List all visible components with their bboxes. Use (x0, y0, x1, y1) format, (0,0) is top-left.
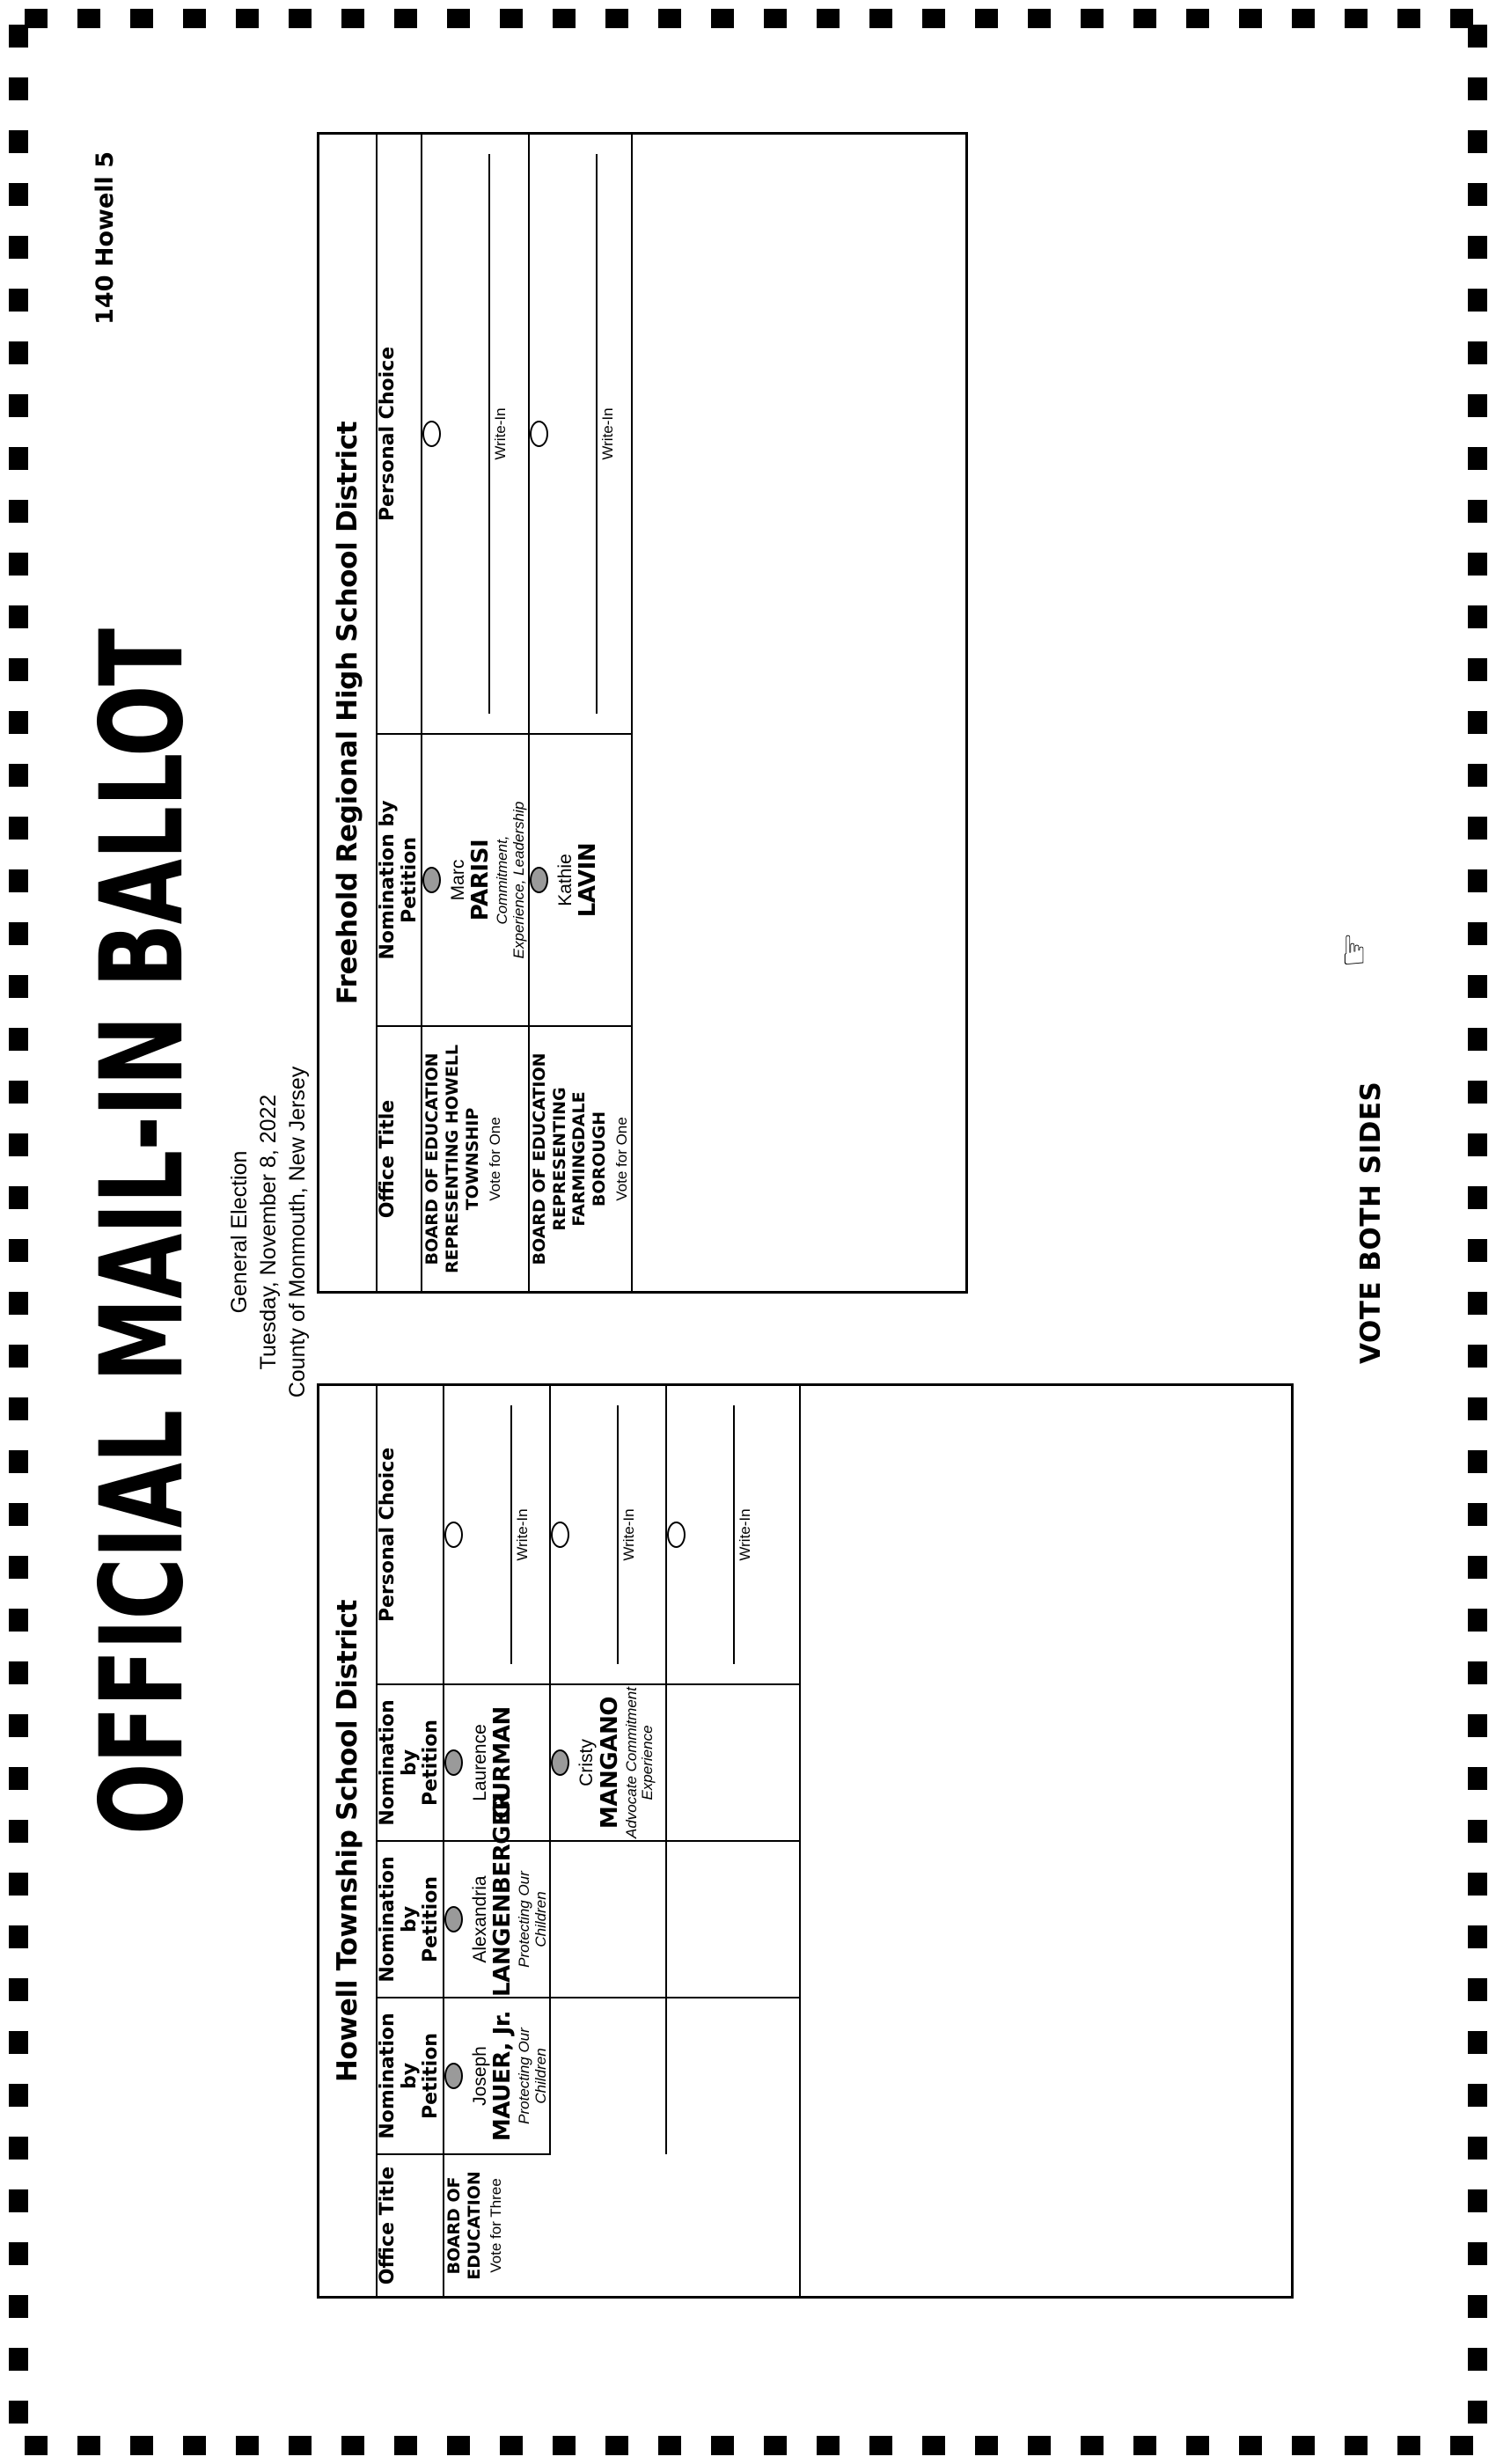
perforation-tick (1450, 2436, 1473, 2455)
perforation-tick (1081, 9, 1104, 28)
perforation-tick (9, 1978, 28, 2001)
perforation-tick (1397, 9, 1420, 28)
perforation-tick (1468, 1450, 1487, 1473)
candidate-last-name: PARISI (467, 839, 495, 921)
perforation-tick (9, 1767, 28, 1790)
perforation-tick (447, 9, 470, 28)
perforation-tick (9, 1239, 28, 1262)
pointing-hand-icon: ☞ (1331, 931, 1376, 968)
perforation-tick (9, 77, 28, 100)
perforation-tick (658, 2436, 681, 2455)
vote-for-instruction: Vote for One (612, 1117, 630, 1201)
candidate-cell-gurman[interactable] (444, 1684, 551, 1841)
column-header-personal-choice: Personal Choice (377, 1386, 444, 1684)
column-header-nomination-2: Nomination by Petition (377, 1841, 444, 1998)
perforation-tick (711, 2436, 734, 2455)
perforation-tick (658, 9, 681, 28)
perforation-tick (183, 9, 206, 28)
perforation-tick (1292, 9, 1315, 28)
perforation-tick (975, 2436, 998, 2455)
perforation-tick (9, 2242, 28, 2265)
vote-oval-write-in-1[interactable] (444, 1522, 463, 1548)
perforation-tick (9, 1450, 28, 1473)
candidate-cell-parisi[interactable] (422, 734, 529, 1026)
write-in-label: Write-In (598, 407, 616, 460)
perforation-tick (1468, 236, 1487, 259)
perforation-tick (1468, 1503, 1487, 1526)
write-in-label-1: Write-In (513, 1508, 531, 1561)
perforation-tick (9, 869, 28, 892)
contest-howell-township (317, 1383, 1294, 2299)
perforation-tick (236, 2436, 259, 2455)
perforation-tick (1468, 1873, 1487, 1896)
perforation-tick (1239, 9, 1262, 28)
perforation-tick (9, 2295, 28, 2318)
perforation-tick (289, 9, 312, 28)
column-header-nomination-3: Nomination by Petition (377, 1684, 444, 1841)
perforation-tick (1028, 2436, 1051, 2455)
perforation-tick (922, 9, 945, 28)
perforation-tick (9, 130, 28, 153)
perforation-tick (1468, 447, 1487, 470)
perforation-tick (9, 25, 28, 48)
perforation-tick (9, 1397, 28, 1420)
write-in-label: Write-In (492, 407, 510, 460)
perforation-tick (817, 9, 840, 28)
perforation-tick (9, 658, 28, 681)
perforation-tick (1468, 1661, 1487, 1684)
perforation-tick (9, 1133, 28, 1156)
perforation-tick (9, 1820, 28, 1843)
perforation-tick (9, 289, 28, 312)
perforation-tick (1397, 2436, 1420, 2455)
write-in-cell-2[interactable] (550, 1386, 666, 1684)
candidate-cell-mauer[interactable] (444, 1998, 551, 2154)
perforation-tick (394, 2436, 417, 2455)
perforation-tick (9, 1661, 28, 1684)
perforation-tick (1468, 1925, 1487, 1948)
perforation-tick (1239, 2436, 1262, 2455)
perforation-tick (1028, 9, 1051, 28)
election-type: General Election (227, 1150, 252, 1314)
perforation-tick (1345, 2436, 1368, 2455)
perforation-tick (1468, 817, 1487, 840)
perforation-tick (1468, 500, 1487, 523)
candidate-slogan: Protecting Our Children (516, 2028, 549, 2124)
candidate-last-name: GURMAN (488, 1706, 516, 1819)
perforation-tick (9, 711, 28, 734)
perforation-tick (9, 2084, 28, 2107)
perforation-tick (9, 341, 28, 364)
vote-both-sides-note: VOTE BOTH SIDES (1355, 1081, 1387, 1364)
perforation-tick (1468, 658, 1487, 681)
perforation-tick (1468, 2242, 1487, 2265)
office-title-howell-township: BOARD OF EDUCATION REPRESENTING HOWELL TOWNSHIP Vote for One (422, 1026, 529, 1291)
perforation-tick (236, 9, 259, 28)
vote-oval-mangano[interactable] (551, 1749, 569, 1776)
column-header-office-title: Office Title (377, 1026, 422, 1291)
contest-grid-howell (376, 1386, 801, 2296)
perforation-tick (869, 9, 892, 28)
perforation-tick (1468, 394, 1487, 417)
perforation-tick (77, 2436, 100, 2455)
perforation-tick (1468, 130, 1487, 153)
perforation-tick (764, 2436, 787, 2455)
perforation-tick (1345, 9, 1368, 28)
candidate-first-name: Kathie (554, 854, 576, 906)
perforation-tick (9, 2189, 28, 2212)
perforation-tick (1133, 9, 1156, 28)
perforation-tick (9, 1345, 28, 1368)
write-in-line[interactable] (448, 154, 490, 714)
candidate-slogan: Commitment, Experience, Leadership (494, 801, 528, 959)
vote-oval-write-in[interactable] (530, 421, 548, 447)
candidate-first-name: Joseph (469, 2046, 490, 2106)
perforation-tick (500, 2436, 523, 2455)
perforation-tick (1468, 2031, 1487, 2054)
perforation-tick (1468, 764, 1487, 787)
perforation-tick (9, 394, 28, 417)
perforation-tick (9, 1081, 28, 1104)
blank-cell (666, 1998, 800, 2154)
write-in-line[interactable] (555, 154, 598, 714)
blank-cell (550, 1998, 666, 2154)
ballot-id: 140 Howell 5 (92, 151, 119, 325)
perforation-tick (9, 1714, 28, 1737)
perforation-tick (1468, 2137, 1487, 2160)
perforation-tick (1468, 1345, 1487, 1368)
candidate-first-name: Alexandria (469, 1875, 490, 1963)
write-in-line-1[interactable] (470, 1405, 512, 1664)
candidate-last-name: LAVIN (574, 842, 601, 918)
perforation-tick (1081, 2436, 1104, 2455)
vote-oval-mauer[interactable] (444, 2063, 463, 2089)
perforation-tick (9, 1503, 28, 1526)
write-in-line-2[interactable] (576, 1405, 619, 1664)
perforation-tick (1468, 1978, 1487, 2001)
perforation-tick (1133, 2436, 1156, 2455)
candidate-first-name: Cristy (576, 1739, 598, 1786)
write-in-cell-farmingdale[interactable] (529, 135, 633, 734)
perforation-tick (1468, 1239, 1487, 1262)
perforation-tick (1468, 341, 1487, 364)
perforation-tick (9, 1925, 28, 1948)
vote-for-instruction: Vote for One (486, 1117, 503, 1201)
candidate-slogan: Protecting Our Children (516, 1871, 549, 1968)
perforation-tick (1468, 25, 1487, 48)
candidate-cell-lavin[interactable] (529, 734, 633, 1026)
perforation-tick (764, 9, 787, 28)
perforation-tick (1468, 605, 1487, 628)
perforation-tick (553, 9, 576, 28)
vote-for-instruction: Vote for Three (488, 2178, 505, 2273)
candidate-cell-langenberger[interactable] (444, 1793, 551, 1998)
perforation-tick (1468, 1714, 1487, 1737)
ballot-page (53, 53, 1443, 2411)
vote-oval-lavin[interactable] (530, 867, 548, 893)
perforation-tick (1468, 1820, 1487, 1843)
contest-freehold-regional (317, 132, 968, 1294)
perforation-tick (9, 1028, 28, 1051)
candidate-first-name: Marc (448, 859, 469, 901)
perforation-tick (341, 2436, 364, 2455)
write-in-cell-3[interactable] (666, 1386, 800, 1684)
write-in-line-3[interactable] (693, 1405, 735, 1664)
candidate-last-name: LANGENBERGER (488, 1793, 516, 1997)
vote-oval-write-in-2[interactable] (551, 1522, 569, 1548)
page-title: OFFICIAL MAIL-IN BALLOT (76, 628, 209, 1836)
perforation-tick (1468, 1186, 1487, 1209)
election-date: Tuesday, November 8, 2022 (256, 1094, 281, 1370)
perforation-tick (1468, 975, 1487, 998)
office-title-farmingdale-borough: BOARD OF EDUCATION REPRESENTING FARMINGDALE BOROUGH Vote for One (529, 1026, 633, 1291)
perforation-tick (183, 2436, 206, 2455)
contest-heading-freehold: Freehold Regional High School District (332, 421, 363, 1005)
perforation-tick (9, 1292, 28, 1315)
contest-grid-freehold (376, 135, 633, 1291)
perforation-tick (289, 2436, 312, 2455)
perforation-tick (1468, 77, 1487, 100)
perforation-tick (1186, 2436, 1209, 2455)
write-in-label-3: Write-In (737, 1508, 754, 1561)
perforation-tick (1468, 1028, 1487, 1051)
perforation-tick (1468, 869, 1487, 892)
perforation-tick (1468, 1081, 1487, 1104)
perforation-tick (1468, 2295, 1487, 2318)
perforation-tick (9, 764, 28, 787)
perforation-tick (394, 9, 417, 28)
vote-oval-parisi[interactable] (422, 867, 441, 893)
perforation-tick (922, 2436, 945, 2455)
vote-oval-gurman[interactable] (444, 1749, 463, 1776)
perforation-tick (77, 9, 100, 28)
column-header-nomination: Nomination by Petition (377, 734, 422, 1026)
write-in-cell-1[interactable] (444, 1386, 551, 1684)
perforation-tick (9, 1556, 28, 1579)
perforation-tick (1468, 922, 1487, 945)
perforation-tick (341, 9, 364, 28)
perforation-tick (605, 9, 628, 28)
perforation-tick (500, 9, 523, 28)
candidate-last-name: MANGANO (596, 1696, 623, 1830)
vote-oval-write-in-3[interactable] (667, 1522, 686, 1548)
perforation-tick (1468, 2401, 1487, 2424)
vote-oval-write-in[interactable] (422, 421, 441, 447)
perforation-tick (1468, 2084, 1487, 2107)
perforation-tick (1186, 9, 1209, 28)
blank-cell (550, 1841, 666, 1998)
perforation-tick (605, 2436, 628, 2455)
perforation-tick (130, 9, 153, 28)
column-header-nomination-1: Nomination by Petition (377, 1998, 444, 2154)
perforation-tick (9, 1873, 28, 1896)
perforation-tick (1468, 289, 1487, 312)
write-in-cell-howell-township[interactable] (422, 135, 529, 734)
election-subtitle (225, 53, 312, 2411)
perforation-tick (9, 500, 28, 523)
election-jurisdiction: County of Monmouth, New Jersey (285, 1066, 310, 1398)
perforation-tick (9, 2137, 28, 2160)
perforation-tick (447, 2436, 470, 2455)
perforation-tick (1468, 2189, 1487, 2212)
perforation-tick (9, 553, 28, 576)
perforation-tick (9, 605, 28, 628)
perforation-tick (9, 183, 28, 206)
candidate-last-name: MAUER, Jr. (488, 2010, 516, 2142)
perforation-tick (869, 2436, 892, 2455)
perforation-tick (1468, 1397, 1487, 1420)
perforation-tick (1468, 1556, 1487, 1579)
perforation-tick (9, 2401, 28, 2424)
contest-heading-howell: Howell Township School District (332, 1599, 363, 2083)
perforation-tick (9, 236, 28, 259)
perforation-tick (25, 2436, 48, 2455)
perforation-tick (9, 1609, 28, 1632)
perforation-tick (9, 447, 28, 470)
perforation-tick (9, 922, 28, 945)
blank-cell (666, 1841, 800, 1998)
perforation-tick (9, 817, 28, 840)
perforation-tick (1468, 1767, 1487, 1790)
vote-oval-langenberger[interactable] (444, 1906, 463, 1932)
perforation-tick (1468, 1292, 1487, 1315)
office-title-board-of-education: BOARD OF EDUCATION Vote for Three (444, 2154, 801, 2296)
candidate-slogan: Advocate Commitment Experience (622, 1687, 656, 1838)
perforation-tick (1468, 1609, 1487, 1632)
perforation-tick (975, 9, 998, 28)
column-header-office-title: Office Title (377, 2154, 444, 2296)
column-header-personal-choice: Personal Choice (377, 135, 422, 734)
perforation-tick (1468, 183, 1487, 206)
perforation-tick (1468, 711, 1487, 734)
perforation-tick (1468, 1133, 1487, 1156)
perforation-tick (1292, 2436, 1315, 2455)
perforation-tick (9, 975, 28, 998)
perforation-tick (817, 2436, 840, 2455)
candidate-cell-mangano[interactable] (550, 1684, 666, 1841)
perforation-tick (1468, 553, 1487, 576)
candidate-first-name: Laurence (469, 1724, 490, 1801)
perforation-tick (711, 9, 734, 28)
perforation-tick (130, 2436, 153, 2455)
perforation-tick (9, 2348, 28, 2371)
blank-cell (666, 1684, 800, 1841)
write-in-label-2: Write-In (620, 1508, 638, 1561)
perforation-tick (553, 2436, 576, 2455)
perforation-tick (9, 1186, 28, 1209)
perforation-tick (1468, 2348, 1487, 2371)
perforation-tick (9, 2031, 28, 2054)
